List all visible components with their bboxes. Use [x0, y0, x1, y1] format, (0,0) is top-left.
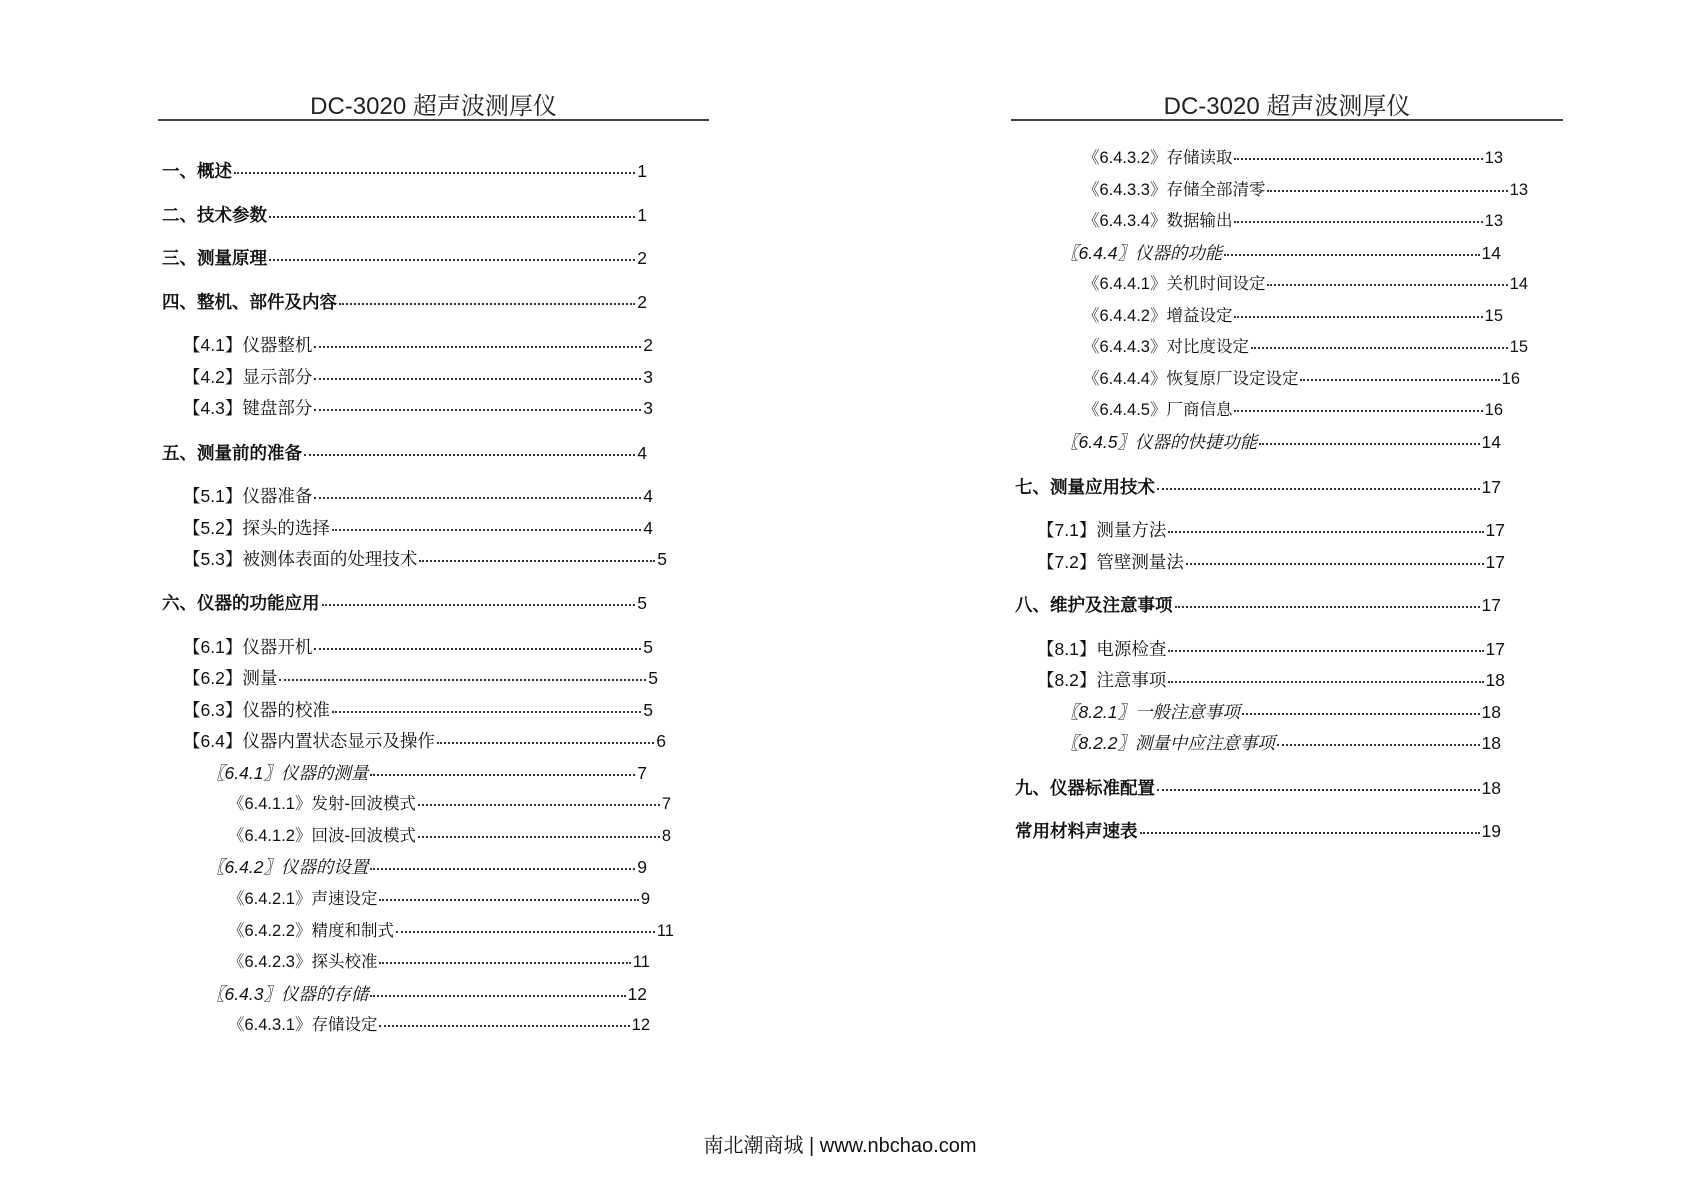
toc-entry-label: 〖6.4.1〗仪器的测量: [207, 763, 369, 783]
dot-leader: [370, 868, 635, 870]
dot-leader: [1175, 606, 1480, 608]
dot-leader: [1259, 443, 1479, 445]
toc-entry[interactable]: [162, 160, 647, 182]
dot-leader: [279, 679, 646, 681]
toc-entry-page-number: 16: [1501, 370, 1520, 388]
dot-leader: [314, 409, 641, 411]
toc-entry-label: 【4.1】仪器整机: [183, 335, 313, 355]
dot-leader: [379, 1025, 629, 1027]
dot-leader: [1168, 681, 1483, 683]
toc-entry-label: 九、仪器标准配置: [1015, 778, 1155, 798]
toc-entry-page-number: 7: [661, 795, 671, 813]
toc-entry[interactable]: [183, 397, 653, 419]
toc-entry-label: 《6.4.3.4》数据输出: [1083, 212, 1233, 230]
toc-entry-page-number: 3: [643, 367, 653, 387]
toc-entry-label: 八、维护及注意事项: [1015, 595, 1173, 615]
toc-entry-label: 〖8.2.2〗测量中应注意事项: [1061, 733, 1275, 753]
toc-entry-page-number: 18: [1481, 733, 1501, 753]
toc-entry-label: 《6.4.3.3》存储全部清零: [1083, 181, 1266, 199]
toc-entry-label: 【8.2】注意事项: [1037, 670, 1167, 690]
toc-entry-label: 【5.2】探头的选择: [183, 518, 330, 538]
toc-entry-page-number: 3: [643, 398, 653, 418]
left-header-rule: [158, 119, 709, 121]
toc-entry[interactable]: [183, 667, 658, 689]
toc-entry[interactable]: [1083, 336, 1528, 358]
dot-leader: [370, 774, 635, 776]
toc-entry-page-number: 13: [1484, 212, 1503, 230]
toc-entry[interactable]: [183, 517, 653, 539]
toc-entry-page-number: 15: [1509, 338, 1528, 356]
toc-entry-page-number: 11: [656, 922, 674, 940]
dot-leader: [322, 604, 636, 606]
dot-leader: [339, 303, 635, 305]
toc-entry-label: 《6.4.4.5》厂商信息: [1083, 401, 1233, 419]
toc-entry-page-number: 9: [637, 857, 647, 877]
dot-leader: [1242, 713, 1480, 715]
toc-entry-page-number: 5: [657, 549, 667, 569]
toc-entry[interactable]: [162, 204, 647, 226]
toc-entry-label: 【6.4】仪器内置状态显示及操作: [183, 731, 435, 751]
toc-entry-page-number: 1: [637, 161, 647, 181]
toc-entry[interactable]: [228, 951, 650, 973]
toc-entry-label: 《6.4.3.2》存储读取: [1083, 149, 1233, 167]
dot-leader: [314, 346, 641, 348]
toc-entry-page-number: 11: [632, 953, 650, 971]
dot-leader: [379, 899, 638, 901]
toc-entry[interactable]: [1037, 638, 1505, 660]
toc-entry-label: 【5.1】仪器准备: [183, 486, 313, 506]
dot-leader: [332, 711, 641, 713]
toc-entry-page-number: 17: [1481, 595, 1501, 615]
toc-entry[interactable]: [1061, 701, 1501, 723]
toc-entry[interactable]: [162, 592, 647, 614]
toc-entry-label: 《6.4.2.3》探头校准: [228, 953, 378, 971]
toc-entry-label: 〖6.4.2〗仪器的设置: [207, 857, 369, 877]
dot-leader: [396, 931, 655, 933]
toc-entry[interactable]: [183, 485, 653, 507]
toc-entry[interactable]: [162, 291, 647, 313]
toc-entry-page-number: 12: [631, 1016, 650, 1034]
toc-entry-label: 五、测量前的准备: [162, 443, 302, 463]
dot-leader: [1157, 488, 1480, 490]
toc-entry[interactable]: [1061, 732, 1501, 754]
toc-entry[interactable]: [228, 888, 650, 910]
toc-entry-label: 〖6.4.4〗仪器的功能: [1061, 243, 1223, 263]
toc-entry-label: 【4.3】键盘部分: [183, 398, 313, 418]
dot-leader: [1234, 316, 1482, 318]
left-page-header-title: DC-3020 超声波测厚仪: [310, 93, 557, 120]
toc-entry[interactable]: [1061, 242, 1501, 264]
dot-leader: [314, 378, 641, 380]
toc-entry[interactable]: [1037, 669, 1505, 691]
toc-entry-label: 【4.2】显示部分: [183, 367, 313, 387]
dot-leader: [269, 259, 635, 261]
toc-entry-page-number: 4: [643, 486, 653, 506]
toc-entry[interactable]: [1015, 820, 1501, 842]
toc-entry-label: 《6.4.4.1》关机时间设定: [1083, 275, 1266, 293]
dot-leader: [1186, 563, 1484, 565]
toc-entry-page-number: 2: [637, 248, 647, 268]
toc-entry-page-number: 17: [1485, 520, 1505, 540]
toc-entry[interactable]: [1083, 273, 1528, 295]
dot-leader: [304, 454, 635, 456]
footer-watermark: 南北潮商城 | www.nbchao.com: [703, 1135, 977, 1157]
toc-entry-page-number: 5: [643, 637, 653, 657]
toc-entry-page-number: 18: [1481, 702, 1501, 722]
toc-entry-page-number: 14: [1481, 432, 1501, 452]
toc-entry-label: 【7.2】管壁测量法: [1037, 552, 1184, 572]
toc-entry[interactable]: [1083, 179, 1528, 201]
toc-entry[interactable]: [228, 920, 674, 942]
toc-entry[interactable]: [207, 983, 647, 1005]
dot-leader: [1267, 284, 1507, 286]
toc-entry-label: 〖6.4.3〗仪器的存储: [207, 984, 369, 1004]
toc-entry[interactable]: [228, 1014, 650, 1036]
toc-entry[interactable]: [1083, 399, 1503, 421]
toc-entry-page-number: 17: [1481, 477, 1501, 497]
toc-entry-label: 【7.1】测量方法: [1037, 520, 1167, 540]
toc-entry-label: 【8.1】电源检查: [1037, 639, 1167, 659]
dot-leader: [269, 216, 635, 218]
dot-leader: [1234, 221, 1482, 223]
toc-entry[interactable]: [183, 366, 653, 388]
toc-entry-page-number: 8: [661, 827, 671, 845]
toc-entry-page-number: 13: [1484, 149, 1503, 167]
toc-entry-label: 《6.4.4.3》对比度设定: [1083, 338, 1249, 356]
toc-entry-page-number: 14: [1481, 243, 1501, 263]
toc-entry-label: 《6.4.3.1》存储设定: [228, 1016, 378, 1034]
toc-entry-page-number: 9: [640, 890, 650, 908]
toc-entry-page-number: 12: [627, 984, 647, 1004]
dot-leader: [1140, 832, 1480, 834]
toc-entry[interactable]: [207, 762, 647, 784]
toc-entry[interactable]: [183, 730, 666, 752]
dot-leader: [314, 648, 641, 650]
dot-leader: [419, 560, 655, 562]
dot-leader: [332, 529, 641, 531]
toc-entry-label: 〖6.4.5〗仪器的快捷功能: [1061, 432, 1258, 452]
dot-leader: [437, 742, 654, 744]
dot-leader: [1234, 158, 1482, 160]
dot-leader: [1234, 410, 1482, 412]
toc-entry-label: 常用材料声速表: [1015, 821, 1138, 841]
toc-entry-label: 《6.4.4.2》增益设定: [1083, 307, 1233, 325]
dot-leader: [379, 962, 630, 964]
toc-entry-page-number: 6: [656, 731, 666, 751]
toc-entry-label: 七、测量应用技术: [1015, 477, 1155, 497]
toc-entry[interactable]: [1083, 210, 1503, 232]
toc-entry-page-number: 19: [1481, 821, 1501, 841]
toc-entry-label: 六、仪器的功能应用: [162, 593, 320, 613]
toc-entry-label: 一、概述: [162, 161, 232, 181]
toc-entry-label: 【6.1】仪器开机: [183, 637, 313, 657]
toc-entry-label: 《6.4.2.2》精度和制式: [228, 922, 394, 940]
toc-entry[interactable]: [1083, 368, 1520, 390]
dot-leader: [418, 836, 660, 838]
toc-entry-label: 【6.2】测量: [183, 668, 278, 688]
dot-leader: [314, 497, 641, 499]
toc-entry-page-number: 5: [643, 700, 653, 720]
toc-entry-page-number: 4: [637, 443, 647, 463]
toc-entry-page-number: 7: [637, 763, 647, 783]
right-page-header-title: DC-3020 超声波测厚仪: [1163, 93, 1411, 120]
toc-entry-page-number: 16: [1484, 401, 1503, 419]
toc-entry-label: 《6.4.1.1》发射-回波模式: [228, 795, 416, 813]
toc-entry[interactable]: [183, 334, 653, 356]
toc-entry-page-number: 18: [1485, 670, 1505, 690]
toc-entry[interactable]: [183, 548, 667, 570]
toc-entry-label: 三、测量原理: [162, 248, 267, 268]
toc-entry-page-number: 17: [1485, 639, 1505, 659]
dot-leader: [1251, 347, 1508, 349]
dot-leader: [1224, 254, 1479, 256]
toc-entry-label: 《6.4.4.4》恢复原厂设定设定: [1083, 370, 1299, 388]
toc-entry[interactable]: [1037, 519, 1505, 541]
toc-entry-page-number: 18: [1481, 778, 1501, 798]
toc-entry[interactable]: [1083, 147, 1503, 169]
toc-entry-label: 《6.4.2.1》声速设定: [228, 890, 378, 908]
toc-entry[interactable]: [1015, 594, 1501, 616]
toc-entry-page-number: 15: [1484, 307, 1503, 325]
dot-leader: [1168, 650, 1483, 652]
toc-entry-page-number: 17: [1485, 552, 1505, 572]
toc-entry-page-number: 2: [643, 335, 653, 355]
toc-entry-label: 四、整机、部件及内容: [162, 292, 337, 312]
toc-entry-label: 【6.3】仪器的校准: [183, 700, 330, 720]
toc-entry[interactable]: [1061, 431, 1501, 453]
right-header-rule: [1011, 119, 1563, 121]
dot-leader: [1277, 744, 1480, 746]
toc-entry[interactable]: [183, 636, 653, 658]
dot-leader: [1157, 789, 1480, 791]
toc-entry-page-number: 14: [1509, 275, 1528, 293]
dot-leader: [234, 172, 635, 174]
toc-entry-page-number: 2: [637, 292, 647, 312]
toc-entry[interactable]: [162, 247, 647, 269]
dot-leader: [418, 804, 660, 806]
toc-entry-page-number: 5: [637, 593, 647, 613]
toc-entry[interactable]: [1037, 551, 1505, 573]
dot-leader: [1267, 190, 1507, 192]
toc-entry-label: 《6.4.1.2》回波-回波模式: [228, 827, 416, 845]
dot-leader: [1300, 379, 1499, 381]
toc-entry[interactable]: [1015, 777, 1501, 799]
toc-entry[interactable]: [207, 856, 647, 878]
toc-entry-label: 〖8.2.1〗一般注意事项: [1061, 702, 1240, 722]
toc-entry[interactable]: [162, 442, 647, 464]
dot-leader: [1168, 531, 1483, 533]
toc-entry-label: 二、技术参数: [162, 205, 267, 225]
toc-entry-page-number: 4: [643, 518, 653, 538]
toc-entry-page-number: 1: [637, 205, 647, 225]
toc-entry[interactable]: [228, 825, 671, 847]
toc-entry[interactable]: [183, 699, 653, 721]
toc-entry-page-number: 13: [1509, 181, 1528, 199]
toc-entry-page-number: 5: [648, 668, 658, 688]
toc-entry[interactable]: [1083, 305, 1503, 327]
toc-entry[interactable]: [228, 793, 671, 815]
toc-entry[interactable]: [1015, 476, 1501, 498]
dot-leader: [370, 995, 625, 997]
toc-entry-label: 【5.3】被测体表面的处理技术: [183, 549, 418, 569]
